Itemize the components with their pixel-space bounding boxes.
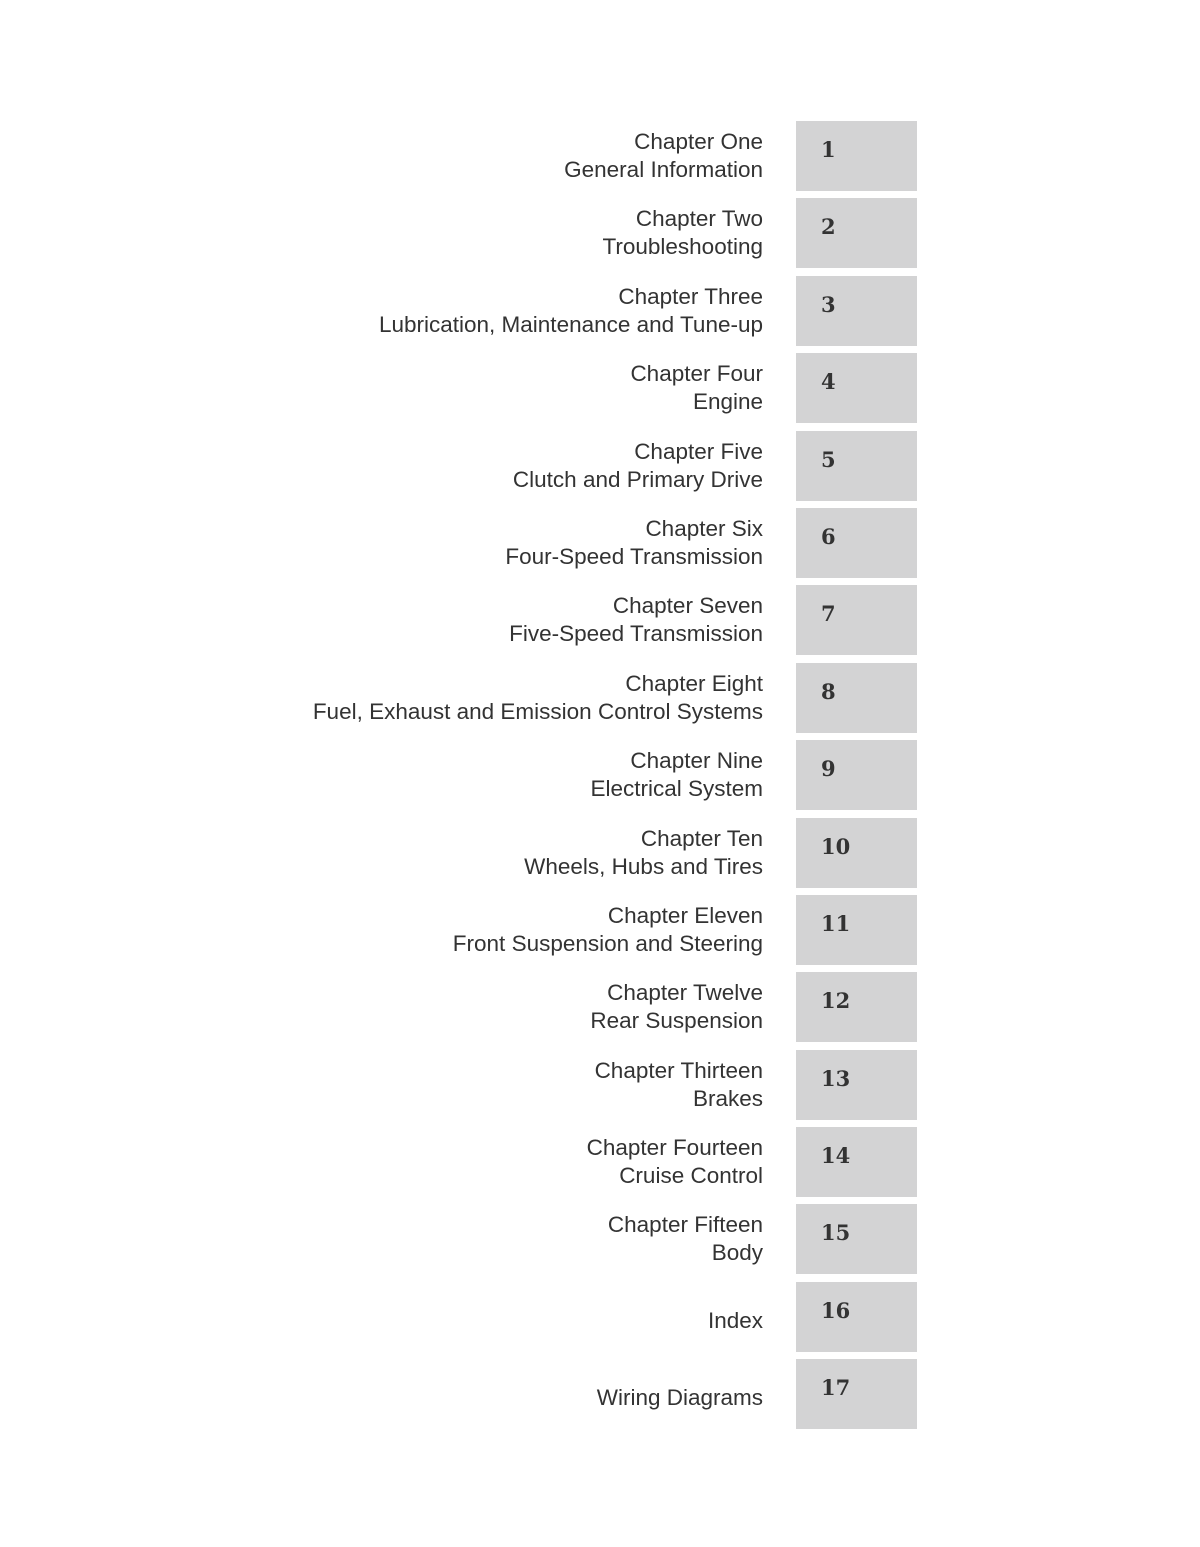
chapter-tab[interactable] bbox=[796, 663, 917, 733]
chapter-number: 13 bbox=[821, 1065, 851, 1091]
chapter-label: Chapter Twelve bbox=[607, 980, 763, 1006]
chapter-tab[interactable] bbox=[796, 895, 917, 965]
toc-entry-16[interactable] bbox=[0, 1282, 1200, 1352]
toc-entry-5[interactable] bbox=[0, 431, 1200, 501]
toc-entry-text bbox=[313, 663, 763, 733]
chapter-label: Chapter Four bbox=[630, 361, 763, 387]
chapter-label: Chapter Fifteen bbox=[607, 1212, 763, 1238]
chapter-tab[interactable] bbox=[796, 1282, 917, 1352]
toc-entry-15[interactable] bbox=[0, 1204, 1200, 1274]
chapter-title: Rear Suspension bbox=[590, 1008, 763, 1034]
chapter-label: Chapter Eight bbox=[625, 670, 763, 696]
chapter-tab[interactable] bbox=[796, 276, 917, 346]
chapter-title: Troubleshooting bbox=[602, 234, 763, 260]
toc-entry-text bbox=[590, 740, 763, 810]
section-title: Wiring Diagrams bbox=[596, 1385, 763, 1411]
toc-entry-10[interactable] bbox=[0, 818, 1200, 888]
chapter-tab[interactable] bbox=[796, 508, 917, 578]
toc-entry-8[interactable] bbox=[0, 663, 1200, 733]
chapter-number: 8 bbox=[821, 678, 836, 704]
chapter-title: Lubrication, Maintenance and Tune-up bbox=[378, 311, 763, 337]
chapter-title: Body bbox=[711, 1240, 763, 1266]
toc-entry-9[interactable] bbox=[0, 740, 1200, 810]
chapter-number: 1 bbox=[821, 137, 836, 162]
chapter-title: Four-Speed Transmission bbox=[505, 543, 763, 569]
chapter-number: 6 bbox=[821, 523, 836, 549]
chapter-number: 2 bbox=[821, 214, 836, 240]
chapter-tab[interactable] bbox=[796, 431, 917, 501]
chapter-title: Clutch and Primary Drive bbox=[512, 466, 763, 492]
chapter-number: 4 bbox=[821, 369, 836, 395]
chapter-number: 16 bbox=[821, 1297, 851, 1323]
chapter-label: Chapter Five bbox=[634, 438, 763, 464]
chapter-title: Engine bbox=[692, 389, 763, 415]
chapter-tab[interactable] bbox=[796, 198, 917, 268]
toc-entry-text bbox=[509, 585, 763, 655]
chapter-tab[interactable] bbox=[796, 1204, 917, 1274]
toc-entry-text bbox=[708, 1282, 763, 1356]
chapter-tab[interactable] bbox=[796, 353, 917, 423]
toc-entry-text bbox=[595, 1050, 763, 1120]
toc-entry-text bbox=[608, 1204, 763, 1274]
chapter-tab[interactable] bbox=[796, 972, 917, 1042]
chapter-tab[interactable] bbox=[796, 1359, 917, 1429]
chapter-title: Wheels, Hubs and Tires bbox=[524, 853, 763, 879]
chapter-tab[interactable] bbox=[796, 121, 917, 191]
chapter-number: 3 bbox=[821, 291, 836, 317]
table-of-contents bbox=[0, 121, 1200, 1437]
chapter-label: Chapter One bbox=[634, 129, 763, 154]
chapter-tab[interactable] bbox=[796, 1127, 917, 1197]
chapter-number: 10 bbox=[821, 833, 851, 859]
chapter-tab[interactable] bbox=[796, 1050, 917, 1120]
toc-entry-1[interactable] bbox=[0, 121, 1200, 191]
chapter-tab[interactable] bbox=[796, 585, 917, 655]
chapter-title: Brakes bbox=[692, 1085, 763, 1111]
toc-entry-text bbox=[590, 972, 763, 1042]
chapter-number: 12 bbox=[821, 988, 851, 1014]
chapter-number: 7 bbox=[821, 601, 836, 627]
toc-entry-text bbox=[587, 1127, 763, 1197]
chapter-title: Five-Speed Transmission bbox=[509, 621, 763, 647]
chapter-label: Chapter Three bbox=[618, 283, 763, 309]
chapter-number: 14 bbox=[821, 1143, 851, 1169]
chapter-number: 9 bbox=[821, 756, 836, 782]
toc-entry-2[interactable] bbox=[0, 198, 1200, 268]
section-title: Index bbox=[707, 1307, 763, 1333]
toc-entry-text bbox=[597, 1359, 763, 1433]
toc-entry-12[interactable] bbox=[0, 972, 1200, 1042]
chapter-title: Fuel, Exhaust and Emission Control Systems bbox=[312, 698, 763, 724]
chapter-tab[interactable] bbox=[796, 740, 917, 810]
toc-entry-13[interactable] bbox=[0, 1050, 1200, 1120]
chapter-title: Cruise Control bbox=[619, 1163, 763, 1189]
toc-entry-text bbox=[505, 508, 763, 578]
toc-entry-text bbox=[524, 818, 763, 888]
chapter-label: Chapter Six bbox=[645, 515, 763, 541]
chapter-label: Chapter Thirteen bbox=[594, 1057, 763, 1083]
toc-entry-text bbox=[453, 895, 763, 965]
chapter-number: 5 bbox=[821, 446, 836, 472]
chapter-number: 11 bbox=[821, 910, 851, 936]
toc-entry-text bbox=[630, 353, 763, 423]
toc-entry-6[interactable] bbox=[0, 508, 1200, 578]
toc-entry-text bbox=[602, 198, 763, 268]
chapter-number: 15 bbox=[821, 1220, 851, 1246]
chapter-tab[interactable] bbox=[796, 818, 917, 888]
chapter-label: Chapter Seven bbox=[612, 593, 763, 619]
chapter-title: Front Suspension and Steering bbox=[452, 930, 763, 956]
toc-entry-text bbox=[564, 121, 763, 191]
chapter-label: Chapter Ten bbox=[640, 825, 763, 851]
chapter-label: Chapter Nine bbox=[630, 748, 763, 774]
chapter-number: 17 bbox=[821, 1375, 851, 1401]
chapter-label: Chapter Two bbox=[635, 206, 763, 232]
toc-entry-3[interactable] bbox=[0, 276, 1200, 346]
toc-entry-11[interactable] bbox=[0, 895, 1200, 965]
chapter-label: Chapter Eleven bbox=[607, 902, 763, 928]
toc-entry-14[interactable] bbox=[0, 1127, 1200, 1197]
toc-entry-7[interactable] bbox=[0, 585, 1200, 655]
chapter-title: Electrical System bbox=[590, 776, 763, 802]
chapter-title: General Information bbox=[564, 157, 763, 182]
toc-entry-4[interactable] bbox=[0, 353, 1200, 423]
toc-entry-17[interactable] bbox=[0, 1359, 1200, 1429]
toc-entry-text bbox=[513, 431, 763, 501]
chapter-label: Chapter Fourteen bbox=[586, 1135, 763, 1161]
toc-entry-text bbox=[379, 276, 763, 346]
